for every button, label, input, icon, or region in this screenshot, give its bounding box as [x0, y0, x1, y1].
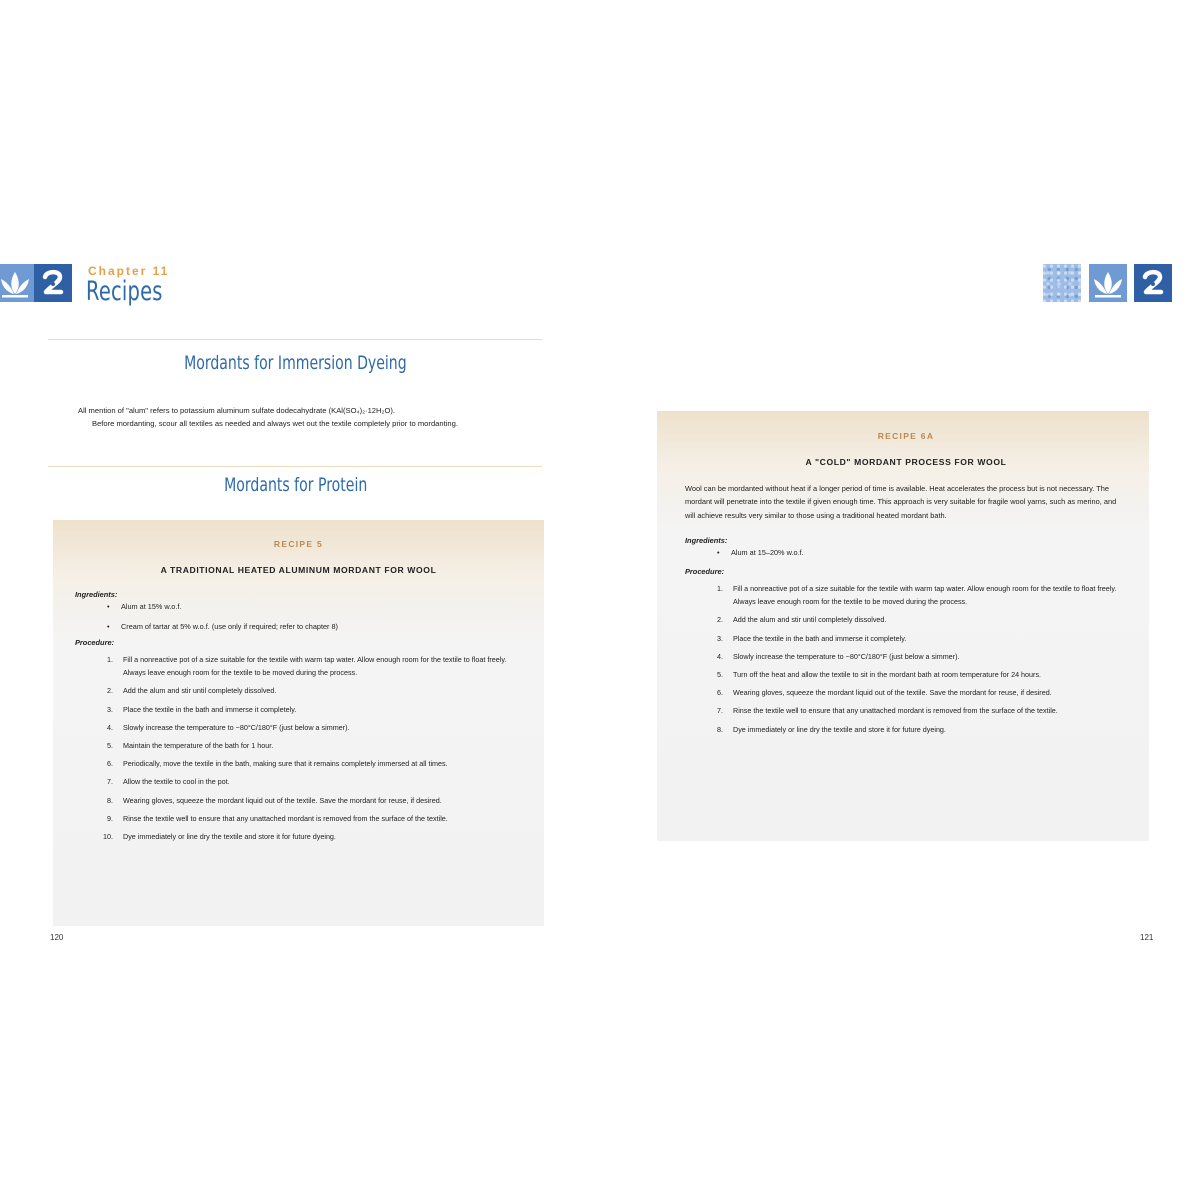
list-item [685, 686, 1127, 699]
divider [48, 339, 542, 340]
page-number: 120 [50, 933, 64, 942]
chapter-title: Recipes [86, 276, 163, 307]
list-item [75, 757, 522, 770]
step-number: 6. [107, 759, 113, 769]
chapter-kicker: Chapter 11 [88, 264, 170, 278]
step-text: Place the textile in the bath and immerse it completely. [733, 633, 907, 643]
procedure-label: Procedure: [75, 638, 115, 647]
number-2-icon [34, 264, 72, 302]
section-title [48, 352, 543, 374]
list-item [75, 775, 522, 788]
list-item [685, 704, 1127, 717]
ingredients-list [685, 547, 1127, 558]
list-item [685, 723, 1127, 736]
step-text: Fill a nonreactive pot of a size suitable for the textile with warm tap water. Allow enough room for the textile to float freely. Always leave enough room for the textile to be moved during the process. [733, 583, 1117, 607]
recipe-title: A "COLD" MORDANT PROCESS FOR WOOL [805, 457, 1007, 467]
step-text: Add the alum and stir until completely dissolved. [123, 686, 277, 696]
step-text: Wearing gloves, squeeze the mordant liquid out of the textile. Save the mordant for reuse, if desired. [733, 688, 1052, 698]
leaf-icon [1089, 264, 1127, 302]
list-item [685, 650, 1127, 663]
step-number: 3. [717, 633, 723, 643]
step-number: 6. [717, 688, 723, 698]
step-text: Dye immediately or line dry the textile and store it for future dyeing. [123, 832, 336, 842]
step-text: Allow the textile to cool in the pot. [123, 777, 230, 787]
recipe-intro: Wool can be mordanted without heat if a longer period of time is available. Heat accelerates the process but is not necessary. The mordant will penetrate into the textile if given enough time. This approach is very suitable for fragile wool yarns, such as merino, and will achieve results very similar to those using a traditional heated mordant bath. [685, 484, 1117, 520]
procedure-label-text: Procedure [685, 566, 722, 576]
section-title [48, 474, 543, 496]
step-number: 1. [107, 655, 113, 664]
step-text: Dye immediately or line dry the textile and store it for future dyeing. [733, 724, 946, 734]
list-item [75, 830, 522, 843]
step-number: 10. [103, 832, 113, 842]
step-number: 2. [717, 615, 723, 625]
list-item [685, 668, 1127, 681]
recipe-number: RECIPE 5 [273, 539, 324, 549]
list-item [685, 582, 1127, 608]
step-text: Rinse the textile well to ensure that any unattached mordant is removed from the surface of the textile. [733, 706, 1058, 716]
intro-text [78, 404, 520, 430]
list-item [75, 684, 522, 697]
step-text: Add the alum and stir until completely dissolved. [733, 615, 887, 625]
step-text: Fill a nonreactive pot of a size suitable for the textile with warm tap water. Allow enough room for the textile to float freely. Always leave enough room for the textile to be moved during the process. [123, 655, 507, 678]
step-text: Wearing gloves, squeeze the mordant liquid out of the textile. Save the mordant for reuse, if desired. [123, 795, 442, 805]
recipe-box [53, 520, 544, 926]
list-item: • Cream of tartar at 5% w.o.f. (use only if required; refer to chapter 8) [121, 621, 522, 632]
recipe-number: RECIPE 6A [877, 431, 935, 441]
list-item [75, 721, 522, 734]
ingredients-label-text: Ingredients [75, 590, 115, 599]
list-item: • Alum at 15% w.o.f. [121, 601, 522, 612]
step-text: Slowly increase the temperature to ~80°C/180°F (just below a simmer). [123, 722, 350, 732]
recipe-box [657, 411, 1149, 841]
list-item [75, 739, 522, 752]
step-text: Maintain the temperature of the bath for 1 hour. [123, 741, 274, 751]
divider [48, 466, 542, 467]
step-number: 5. [107, 741, 113, 751]
step-text: Rinse the textile well to ensure that any unattached mordant is removed from the surface of the textile. [123, 813, 448, 823]
list-item [685, 632, 1127, 645]
list-item: • Alum at 15–20% w.o.f. [731, 547, 1127, 558]
step-number: 8. [107, 795, 113, 805]
list-item [685, 613, 1127, 626]
step-text: Periodically, move the textile in the bath, making sure that it remains completely immersed at all times. [123, 759, 448, 769]
step-number: 3. [107, 704, 113, 714]
step-number: 7. [717, 706, 723, 716]
leaf-icon [0, 264, 34, 302]
step-text: Turn off the heat and allow the textile to sit in the mordant bath at room temperature for 24 hours. [733, 669, 1042, 679]
list-item [75, 812, 522, 825]
step-number: 1. [717, 583, 723, 593]
procedure-label-text: Procedure [75, 638, 112, 647]
list-item [75, 794, 522, 807]
step-text: Place the textile in the bath and immerse it completely. [123, 704, 297, 714]
procedure-label: Procedure: [685, 566, 725, 576]
section-title-text: Mordants for Immersion Dyeing [184, 352, 407, 374]
step-number: 2. [107, 686, 113, 696]
ingredients-list [75, 601, 522, 632]
step-number: 7. [107, 777, 113, 787]
procedure-list [75, 653, 522, 843]
section-title-text: Mordants for Protein [223, 474, 368, 496]
texture-icon [1043, 264, 1081, 302]
step-number: 8. [717, 724, 723, 734]
procedure-list [685, 582, 1127, 736]
recipe-title: A TRADITIONAL HEATED ALUMINUM MORDANT FOR WOOL [160, 565, 437, 575]
intro-line: Before mordanting, scour all textiles as needed and always wet out the textile completely prior to mordanting. [92, 419, 458, 428]
ingredients-label-text: Ingredients [685, 535, 725, 545]
number-2-icon [1134, 264, 1172, 302]
list-item [75, 653, 522, 679]
step-number: 4. [717, 651, 723, 661]
intro-line: All mention of "alum" refers to potassium aluminum sulfate dodecahydrate (KAl(SO₄)₂·12H₂O). [78, 406, 395, 415]
list-item [75, 703, 522, 716]
page-number: 121 [1140, 933, 1154, 942]
step-number: 9. [107, 813, 113, 823]
step-number: 5. [717, 669, 723, 679]
ingredients-label: Ingredients: [685, 535, 728, 545]
ingredients-label: Ingredients: [75, 590, 118, 599]
step-text: Slowly increase the temperature to ~80°C/180°F (just below a simmer). [733, 651, 960, 661]
step-number: 4. [107, 722, 113, 732]
